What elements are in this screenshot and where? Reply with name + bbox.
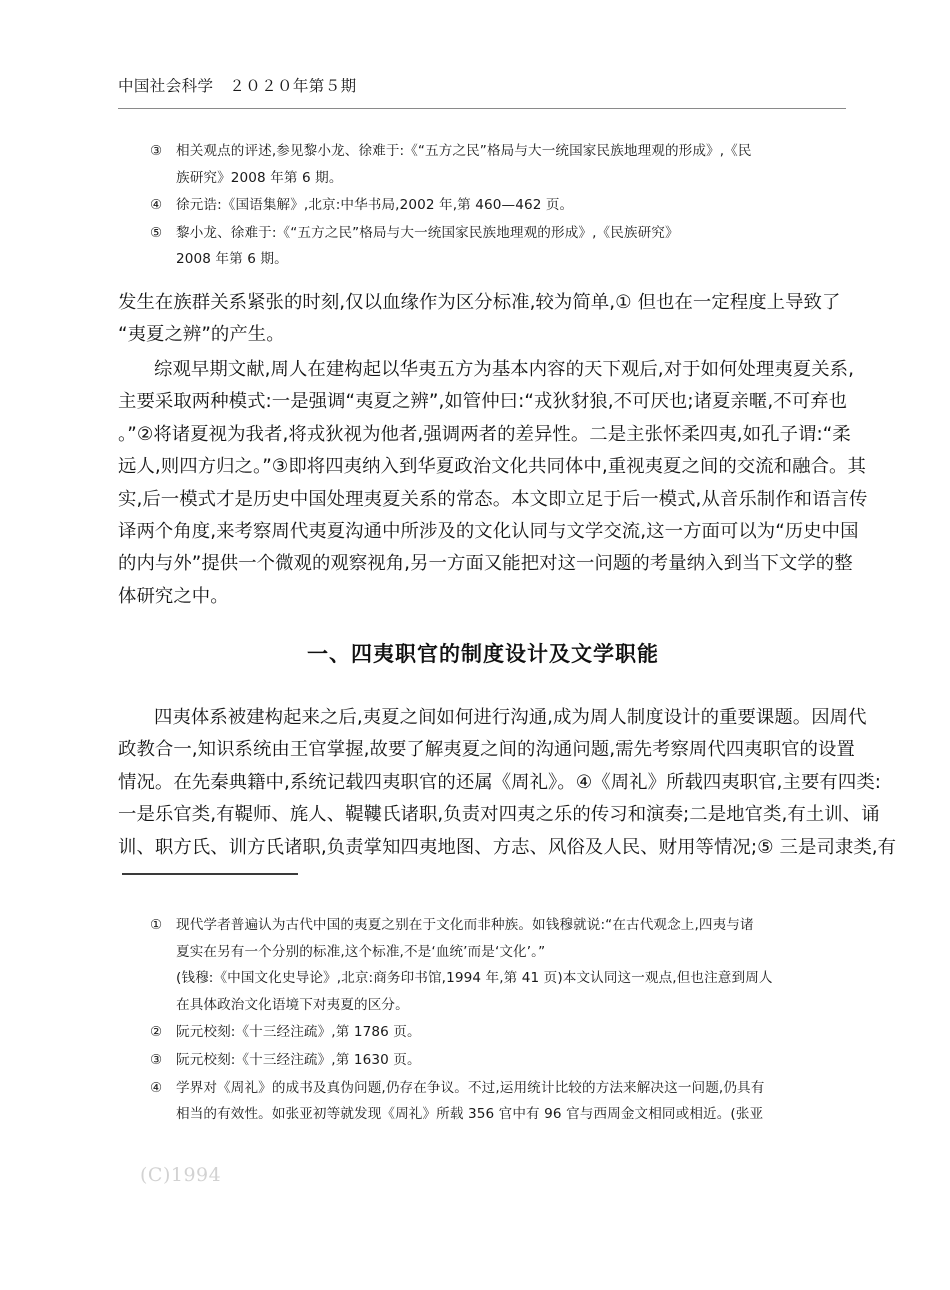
footnote-line: 黎小龙、徐难于:《“五方之民”格局与大一统国家民族地理观的形成》,《民族研究》 [176,224,679,241]
body-paragraph-continuation [118,287,848,352]
footnote-line: (钱穆:《中国文化史导论》,北京:商务印书馆,1994 年,第 41 页)本文认同这一观点,但也注意到周人 [176,970,773,987]
footnote-marker: ③ [150,1051,163,1068]
body-line: 远人,则四方归之。”③即将四夷纳入到华夏政治文化共同体中,重视夷夏之间的交流和融合。其 [118,456,866,478]
footnote-body [176,1075,854,1128]
body-line: 训、职方氏、训方氏诸职,负责掌知四夷地图、方志、风俗及人民、财用等情况;⑤ 三是司隶类,有 [118,836,897,858]
body-line: 体研究之中。 [118,585,229,607]
footnote-body [176,1019,854,1046]
body-line: 四夷体系被建构起来之后,夷夏之间如何进行沟通,成为周人制度设计的重要课题。因周代 [154,707,867,728]
footnote-body [176,220,854,273]
footnote-line: 族研究》2008 年第 6 期。 [176,169,343,186]
footnote-line: 夏实在另有一个分别的标准,这个标准,不是‘血统’而是‘文化’。” [176,943,546,960]
running-head-rule [118,108,846,109]
footnote-line: 阮元校刻:《十三经注疏》,第 1630 页。 [176,1051,421,1068]
footnote-item [130,192,854,219]
footnote-line: 2008 年第 6 期。 [176,251,288,267]
footnote-separator-rule [122,873,298,875]
footnote-item [130,1047,854,1074]
copyright-watermark: (C)1994 [140,1164,222,1186]
footnote-marker: ③ [150,143,163,159]
footnote-item [130,1019,854,1046]
footnote-line: 在具体政治文化语境下对夷夏的区分。 [176,996,409,1013]
section-heading: 一、四夷职官的制度设计及文学职能 [307,642,659,666]
body-line: 政教合一,知识系统由王官掌握,故要了解夷夏之间的沟通问题,需先考察周代四夷职官的设置 [118,739,855,761]
footnote-body [176,1047,854,1074]
footnote-line: 相关观点的评述,参见黎小龙、徐难于:《“五方之民”格局与大一统国家民族地理观的形成》,《民 [176,143,752,159]
footnote-line: 相当的有效性。如张亚初等就发现《周礼》所载 356 官中有 96 官与西周金文相同或相近。(张亚 [176,1106,764,1123]
footnote-body [176,192,854,219]
body-line: 综观早期文献,周人在建构起以华夷五方为基本内容的天下观后,对于如何处理夷夏关系, [154,359,854,380]
footnote-item [130,138,854,191]
body-paragraph-three [118,702,897,864]
footnote-item [130,1075,854,1128]
body-line: 实,后一模式才是历史中国处理夷夏关系的常态。本文即立足于后一模式,从音乐制作和语言传 [118,488,868,510]
footnotes-top [130,138,854,274]
body-line: 主要采取两种模式:一是强调“夷夏之辨”,如管仲曰:“戎狄豺狼,不可厌也;诸夏亲暱,不可弃也 [118,391,848,413]
footnote-marker: ② [150,1024,163,1041]
footnote-body [176,138,854,191]
footnote-marker: ⑤ [150,224,163,241]
footnote-marker: ④ [150,1079,163,1096]
body-line: 。”②将诸夏视为我者,将戎狄视为他者,强调两者的差异性。二是主张怀柔四夷,如孔子谓:“柔 [118,423,851,445]
footnote-line: 现代学者普遍认为古代中国的夷夏之别在于文化而非种族。如钱穆就说:“在古代观念上,四夷与诸 [176,917,754,933]
body-line: 译两个角度,来考察周代夷夏沟通中所涉及的文化认同与文学交流,这一方面可以为“历史中国 [118,521,859,543]
running-head-text: 中国社会科学 ２０２０年第５期 [118,77,357,95]
body-line: 情况。在先秦典籍中,系统记载四夷职官的还属《周礼》。④《周礼》所载四夷职官,主要有四类: [118,771,882,793]
body-line: 一是乐官类,有鞮师、旄人、鞮鞻氏诸职,负责对四夷之乐的传习和演奏;二是地官类,有土训、诵 [118,804,880,826]
footnotes-bottom [130,912,854,1129]
running-head [118,76,846,96]
footnote-line: 学界对《周礼》的成书及真伪问题,仍存在争议。不过,运用统计比较的方法来解决这一问题,仍具有 [176,1079,765,1096]
body-line: 的内与外”提供一个微观的观察视角,另一方面又能把对这一问题的考量纳入到当下文学的整 [118,553,853,575]
body-paragraph-two [118,354,868,613]
footnote-item [130,220,854,273]
body-line: “夷夏之辨”的产生。 [118,324,285,346]
body-line: 发生在族群关系紧张的时刻,仅以血缘作为区分标准,较为简单,① 但也在一定程度上导致了 [118,292,841,313]
footnote-marker: ④ [150,197,163,213]
footnote-item [130,912,854,1018]
footnote-line: 徐元诰:《国语集解》,北京:中华书局,2002 年,第 460—462 页。 [176,197,574,213]
footnote-marker: ① [150,917,163,933]
footnote-line: 阮元校刻:《十三经注疏》,第 1786 页。 [176,1024,421,1041]
footnote-body [176,912,854,1018]
